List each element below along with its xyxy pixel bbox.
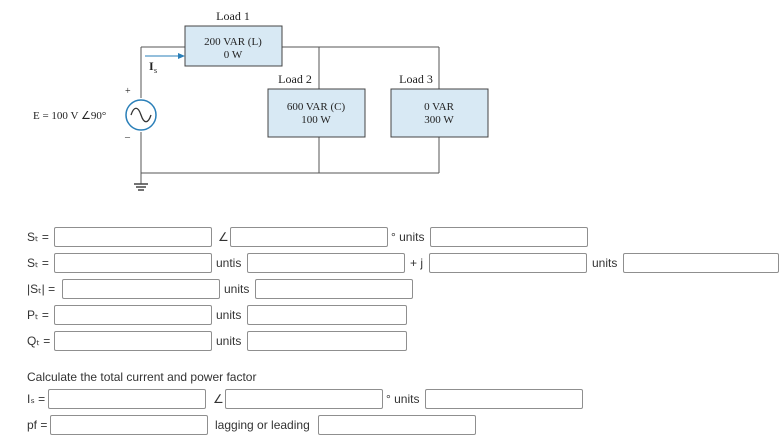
angle-icon: ∠	[218, 230, 229, 244]
pt-units: units	[216, 308, 242, 322]
load1-line2: 0 W	[223, 49, 243, 61]
circuit-diagram	[0, 0, 779, 200]
load2-box	[268, 89, 365, 137]
st-rect-imag-input[interactable]	[429, 253, 587, 273]
pt-input[interactable]	[54, 305, 212, 325]
is-degree-units: ° units	[386, 392, 420, 406]
load1-title: Load 1	[216, 9, 250, 23]
qt-label: Qₜ =	[27, 334, 51, 348]
question-text: Calculate the total current and power factor	[27, 370, 257, 384]
st-mag-units-input[interactable]	[255, 279, 413, 299]
st-mag-label: |Sₜ| =	[27, 282, 56, 296]
st-rect-real-units-input[interactable]	[247, 253, 405, 273]
angle-icon: ∠	[213, 392, 224, 406]
st-rect-real-units: untis	[216, 256, 242, 270]
pf-label: pf =	[27, 418, 48, 432]
pf-type-input[interactable]	[318, 415, 476, 435]
pf-suffix: lagging or leading	[215, 418, 310, 432]
current-label: I	[149, 59, 154, 73]
qt-units: units	[216, 334, 242, 348]
pf-input[interactable]	[50, 415, 208, 435]
st-rect-real-input[interactable]	[54, 253, 212, 273]
qt-units-input[interactable]	[247, 331, 407, 351]
load1-line1: 200 VAR (L)	[204, 36, 262, 48]
st-polar-angle-input[interactable]	[230, 227, 388, 247]
st-mag-input[interactable]	[62, 279, 220, 299]
qt-input[interactable]	[54, 331, 212, 351]
pt-units-input[interactable]	[247, 305, 407, 325]
st-mag-units: units	[224, 282, 250, 296]
minus-sign: –	[125, 132, 130, 143]
st-polar-units-input[interactable]	[430, 227, 588, 247]
load3-line2: 300 W	[424, 114, 454, 126]
load2-title: Load 2	[278, 72, 312, 86]
load3-title: Load 3	[399, 72, 433, 86]
is-angle-input[interactable]	[225, 389, 383, 409]
current-subscript: s	[154, 66, 158, 75]
plus-j-label: + j	[410, 256, 424, 270]
pt-label: Pₜ =	[27, 308, 49, 322]
st-polar-magnitude-input[interactable]	[54, 227, 212, 247]
st-polar-label: Sₜ =	[27, 230, 49, 244]
is-label: Iₛ =	[27, 392, 46, 406]
plus-sign: +	[125, 86, 131, 97]
is-magnitude-input[interactable]	[48, 389, 206, 409]
st-rect-imag-units: units	[592, 256, 618, 270]
load2-line1: 600 VAR (C)	[286, 101, 346, 113]
load3-line1: 0 VAR	[424, 101, 454, 113]
source-label: E = 100 V ∠90°	[33, 110, 107, 122]
st-rect-imag-units-input[interactable]	[623, 253, 779, 273]
st-rect-label: Sₜ =	[27, 256, 49, 270]
load2-line2: 100 W	[301, 114, 331, 126]
is-units-input[interactable]	[425, 389, 583, 409]
st-polar-degree-units: ° units	[391, 230, 425, 244]
ground-icon	[134, 184, 148, 190]
current-arrow-icon	[178, 53, 185, 59]
load3-box	[391, 89, 488, 137]
